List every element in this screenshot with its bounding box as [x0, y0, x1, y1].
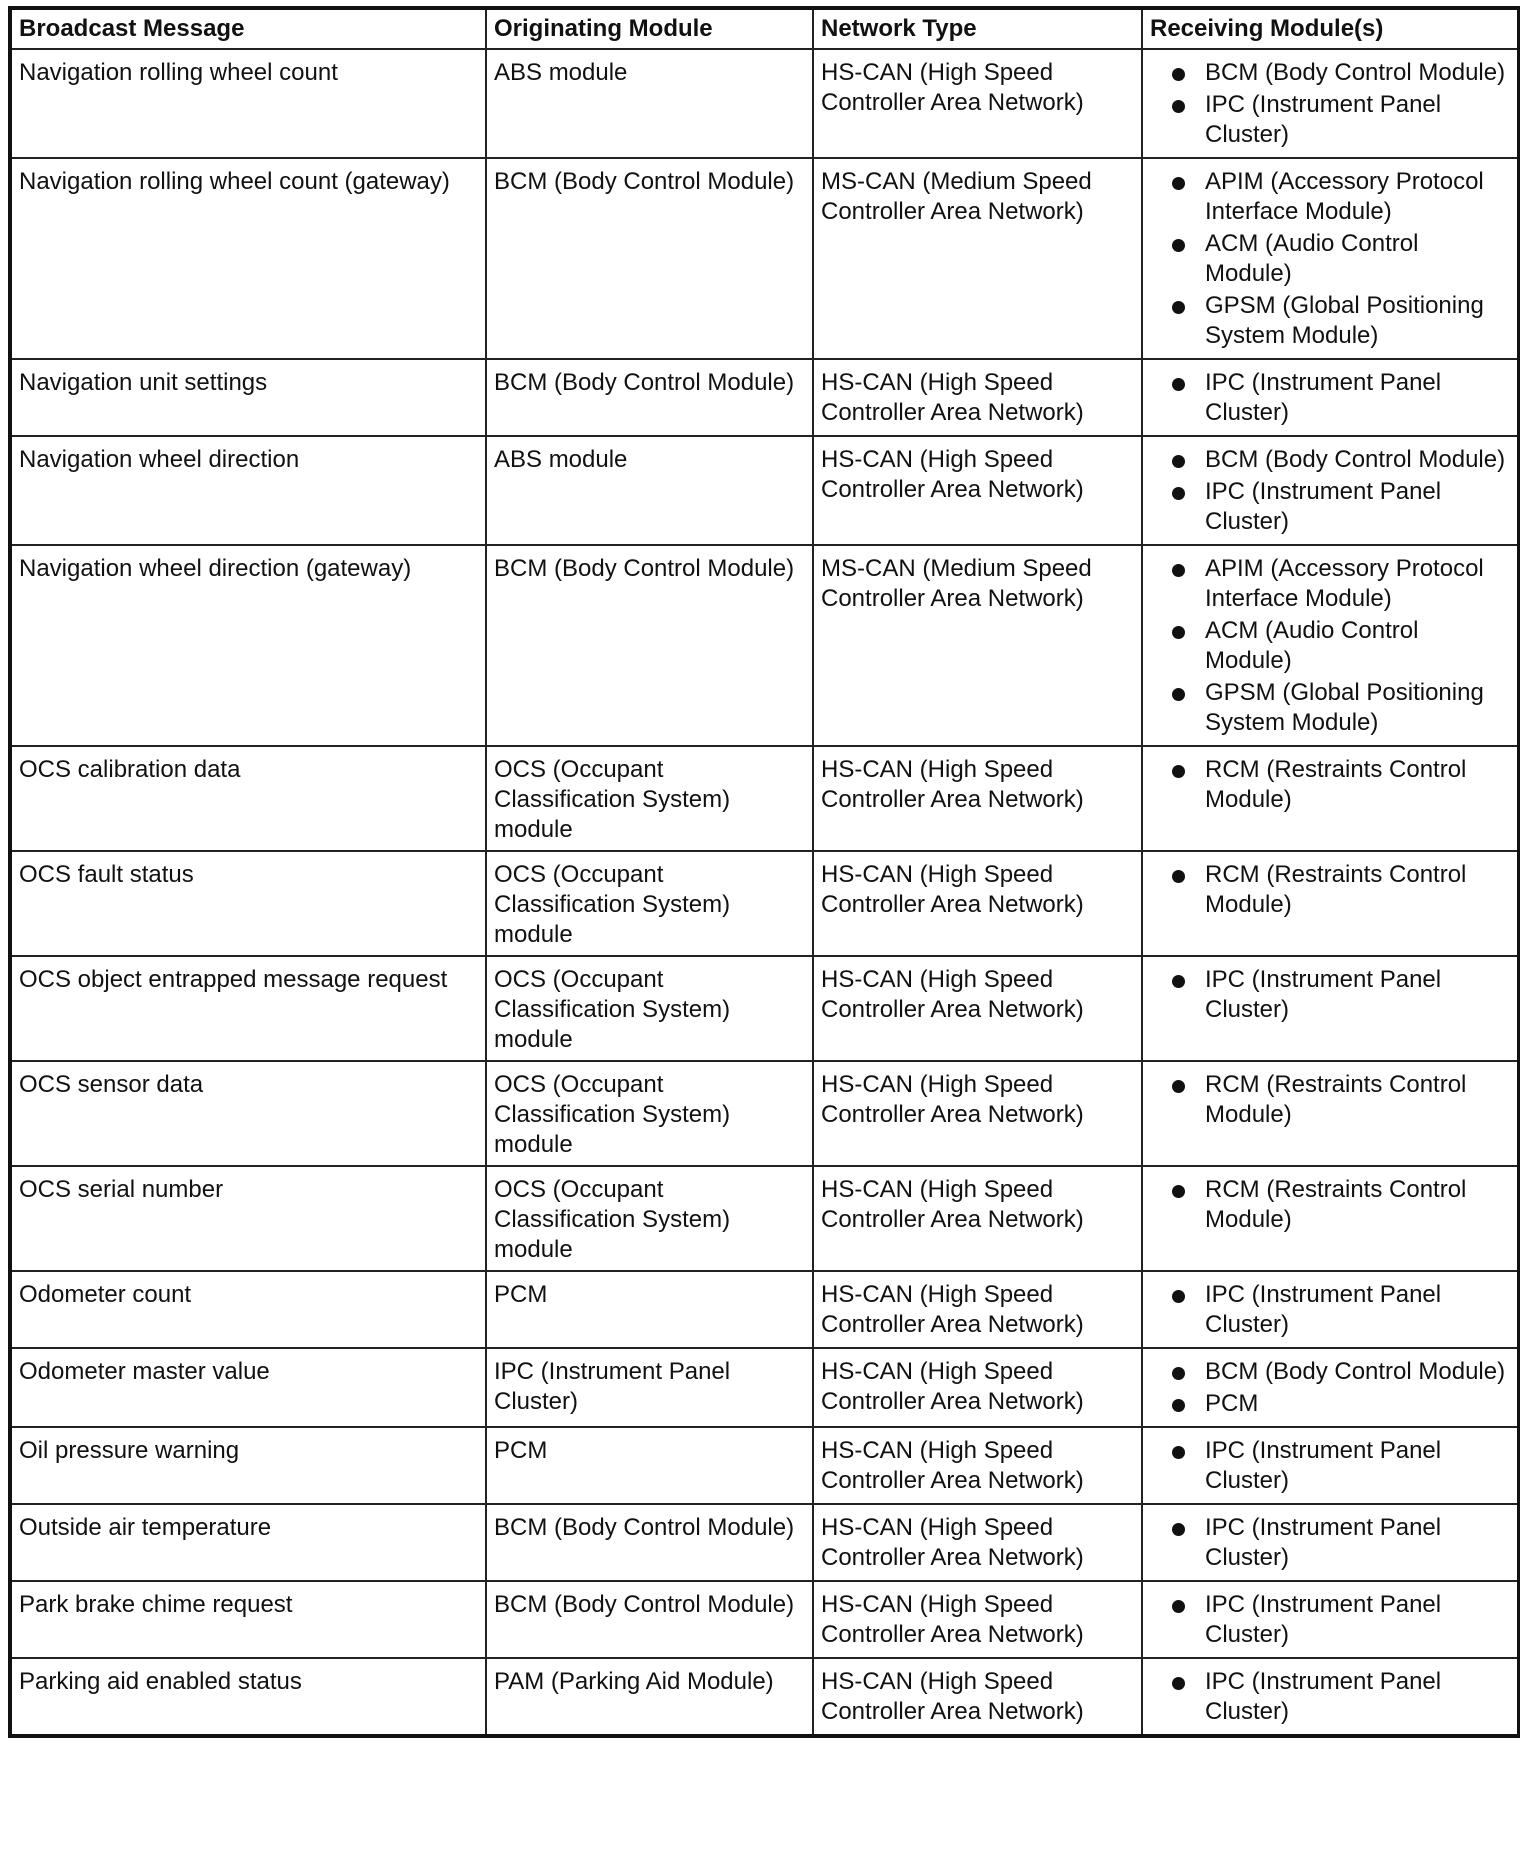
bullet-icon: [1172, 1399, 1185, 1412]
cell-receiving-modules: [1142, 1166, 1519, 1271]
cell-broadcast-message: Oil pressure warning: [10, 1427, 486, 1504]
receiving-module-label: BCM (Body Control Module): [1205, 59, 1506, 86]
cell-broadcast-message: OCS calibration data: [10, 746, 486, 851]
bullet-icon: [1172, 1600, 1185, 1613]
bullet-icon: [1172, 177, 1185, 190]
cell-broadcast-message: Odometer master value: [10, 1348, 486, 1427]
receiving-module-list: [1150, 58, 1510, 150]
cell-broadcast-message: Outside air temperature: [10, 1504, 486, 1581]
cell-network-type: HS-CAN (High Speed Controller Area Network): [813, 1581, 1142, 1658]
table-row: [10, 1166, 1519, 1271]
bullet-icon: [1172, 1080, 1185, 1093]
receiving-module-label: GPSM (Global Positioning System Module): [1205, 679, 1484, 736]
table-header: [10, 8, 1519, 49]
receiving-module-item: [1150, 1513, 1510, 1573]
cell-broadcast-message: Navigation rolling wheel count (gateway): [10, 158, 486, 359]
cell-receiving-modules: [1142, 956, 1519, 1061]
receiving-module-list: [1150, 1280, 1510, 1340]
cell-network-type: HS-CAN (High Speed Controller Area Network): [813, 1348, 1142, 1427]
bullet-icon: [1172, 1677, 1185, 1690]
cell-originating-module: OCS (Occupant Classification System) module: [486, 1166, 813, 1271]
receiving-module-item: [1150, 368, 1510, 428]
cell-receiving-modules: [1142, 49, 1519, 158]
cell-originating-module: PCM: [486, 1271, 813, 1348]
receiving-module-label: IPC (Instrument Panel Cluster): [1205, 1591, 1442, 1648]
receiving-module-list: [1150, 368, 1510, 428]
cell-network-type: HS-CAN (High Speed Controller Area Network): [813, 956, 1142, 1061]
cell-originating-module: OCS (Occupant Classification System) module: [486, 1061, 813, 1166]
cell-originating-module: OCS (Occupant Classification System) module: [486, 956, 813, 1061]
cell-receiving-modules: [1142, 746, 1519, 851]
cell-originating-module: PAM (Parking Aid Module): [486, 1658, 813, 1736]
table-row: [10, 746, 1519, 851]
receiving-module-item: [1150, 58, 1510, 88]
bullet-icon: [1172, 975, 1185, 988]
cell-broadcast-message: OCS fault status: [10, 851, 486, 956]
cell-receiving-modules: [1142, 1348, 1519, 1427]
cell-network-type: HS-CAN (High Speed Controller Area Network): [813, 1166, 1142, 1271]
cell-broadcast-message: Odometer count: [10, 1271, 486, 1348]
receiving-module-list: [1150, 167, 1510, 351]
receiving-module-list: [1150, 1436, 1510, 1496]
cell-broadcast-message: Navigation unit settings: [10, 359, 486, 436]
receiving-module-item: [1150, 1357, 1510, 1387]
receiving-module-list: [1150, 1667, 1510, 1727]
cell-originating-module: PCM: [486, 1427, 813, 1504]
receiving-module-label: IPC (Instrument Panel Cluster): [1205, 1281, 1442, 1338]
cell-originating-module: BCM (Body Control Module): [486, 359, 813, 436]
cell-receiving-modules: [1142, 1271, 1519, 1348]
cell-network-type: HS-CAN (High Speed Controller Area Network): [813, 851, 1142, 956]
receiving-module-list: [1150, 554, 1510, 738]
bullet-icon: [1172, 870, 1185, 883]
cell-receiving-modules: [1142, 436, 1519, 545]
cell-receiving-modules: [1142, 158, 1519, 359]
table-row: [10, 1061, 1519, 1166]
receiving-module-item: [1150, 1070, 1510, 1130]
document-page: [8, 6, 1517, 1738]
receiving-module-label: RCM (Restraints Control Module): [1205, 1071, 1467, 1128]
header-network-type: Network Type: [813, 8, 1142, 49]
table-row: [10, 851, 1519, 956]
receiving-module-list: [1150, 1070, 1510, 1130]
receiving-module-item: [1150, 1667, 1510, 1727]
cell-originating-module: ABS module: [486, 49, 813, 158]
receiving-module-label: ACM (Audio Control Module): [1205, 230, 1419, 287]
table-row: [10, 158, 1519, 359]
header-originating-module: Originating Module: [486, 8, 813, 49]
cell-receiving-modules: [1142, 1427, 1519, 1504]
cell-originating-module: OCS (Occupant Classification System) module: [486, 746, 813, 851]
receiving-module-item: [1150, 616, 1510, 676]
bullet-icon: [1172, 1185, 1185, 1198]
cell-network-type: MS-CAN (Medium Speed Controller Area Network): [813, 545, 1142, 746]
receiving-module-list: [1150, 1590, 1510, 1650]
cell-originating-module: OCS (Occupant Classification System) module: [486, 851, 813, 956]
receiving-module-item: [1150, 554, 1510, 614]
receiving-module-item: [1150, 755, 1510, 815]
cell-broadcast-message: Parking aid enabled status: [10, 1658, 486, 1736]
receiving-module-label: RCM (Restraints Control Module): [1205, 1176, 1467, 1233]
cell-network-type: HS-CAN (High Speed Controller Area Network): [813, 49, 1142, 158]
receiving-module-item: [1150, 477, 1510, 537]
receiving-module-list: [1150, 965, 1510, 1025]
cell-originating-module: ABS module: [486, 436, 813, 545]
cell-receiving-modules: [1142, 1504, 1519, 1581]
table-row: [10, 359, 1519, 436]
cell-originating-module: BCM (Body Control Module): [486, 545, 813, 746]
receiving-module-list: [1150, 755, 1510, 815]
cell-broadcast-message: Navigation wheel direction (gateway): [10, 545, 486, 746]
receiving-module-item: [1150, 167, 1510, 227]
table-row: [10, 545, 1519, 746]
receiving-module-label: IPC (Instrument Panel Cluster): [1205, 966, 1442, 1023]
receiving-module-label: APIM (Accessory Protocol Interface Module): [1205, 168, 1484, 225]
cell-network-type: HS-CAN (High Speed Controller Area Network): [813, 1504, 1142, 1581]
cell-network-type: HS-CAN (High Speed Controller Area Network): [813, 359, 1142, 436]
receiving-module-label: IPC (Instrument Panel Cluster): [1205, 91, 1442, 148]
receiving-module-item: [1150, 445, 1510, 475]
receiving-module-label: BCM (Body Control Module): [1205, 1358, 1506, 1385]
cell-receiving-modules: [1142, 851, 1519, 956]
bullet-icon: [1172, 564, 1185, 577]
receiving-module-label: IPC (Instrument Panel Cluster): [1205, 369, 1442, 426]
cell-originating-module: BCM (Body Control Module): [486, 158, 813, 359]
cell-network-type: HS-CAN (High Speed Controller Area Network): [813, 1658, 1142, 1736]
receiving-module-item: [1150, 229, 1510, 289]
cell-receiving-modules: [1142, 1061, 1519, 1166]
receiving-module-item: [1150, 1389, 1510, 1419]
header-row: [10, 8, 1519, 49]
receiving-module-list: [1150, 860, 1510, 920]
table-row: [10, 1581, 1519, 1658]
receiving-module-item: [1150, 1590, 1510, 1650]
receiving-module-item: [1150, 291, 1510, 351]
receiving-module-item: [1150, 1436, 1510, 1496]
cell-broadcast-message: Navigation wheel direction: [10, 436, 486, 545]
table-body: [10, 49, 1519, 1736]
cell-network-type: HS-CAN (High Speed Controller Area Network): [813, 746, 1142, 851]
header-broadcast-message: Broadcast Message: [10, 8, 486, 49]
cell-originating-module: IPC (Instrument Panel Cluster): [486, 1348, 813, 1427]
bullet-icon: [1172, 1367, 1185, 1380]
bullet-icon: [1172, 1290, 1185, 1303]
receiving-module-label: BCM (Body Control Module): [1205, 446, 1506, 473]
header-receiving-modules: Receiving Module(s): [1142, 8, 1519, 49]
receiving-module-item: [1150, 1175, 1510, 1235]
bullet-icon: [1172, 239, 1185, 252]
table-row: [10, 1348, 1519, 1427]
table-row: [10, 436, 1519, 545]
receiving-module-label: PCM: [1205, 1390, 1259, 1417]
table-row: [10, 49, 1519, 158]
receiving-module-list: [1150, 1513, 1510, 1573]
receiving-module-label: IPC (Instrument Panel Cluster): [1205, 1437, 1442, 1494]
cell-broadcast-message: Park brake chime request: [10, 1581, 486, 1658]
receiving-module-item: [1150, 965, 1510, 1025]
receiving-module-label: APIM (Accessory Protocol Interface Module): [1205, 555, 1484, 612]
receiving-module-list: [1150, 1357, 1510, 1419]
cell-receiving-modules: [1142, 1658, 1519, 1736]
receiving-module-item: [1150, 90, 1510, 150]
table-row: [10, 1427, 1519, 1504]
table-row: [10, 1271, 1519, 1348]
cell-broadcast-message: OCS sensor data: [10, 1061, 486, 1166]
cell-network-type: MS-CAN (Medium Speed Controller Area Network): [813, 158, 1142, 359]
bullet-icon: [1172, 301, 1185, 314]
cell-network-type: HS-CAN (High Speed Controller Area Network): [813, 1427, 1142, 1504]
cell-network-type: HS-CAN (High Speed Controller Area Network): [813, 1061, 1142, 1166]
bullet-icon: [1172, 626, 1185, 639]
receiving-module-label: IPC (Instrument Panel Cluster): [1205, 478, 1442, 535]
bullet-icon: [1172, 765, 1185, 778]
bullet-icon: [1172, 487, 1185, 500]
receiving-module-item: [1150, 678, 1510, 738]
bullet-icon: [1172, 1446, 1185, 1459]
bullet-icon: [1172, 378, 1185, 391]
receiving-module-item: [1150, 1280, 1510, 1340]
bullet-icon: [1172, 455, 1185, 468]
receiving-module-label: RCM (Restraints Control Module): [1205, 861, 1467, 918]
bullet-icon: [1172, 1523, 1185, 1536]
cell-originating-module: BCM (Body Control Module): [486, 1581, 813, 1658]
cell-originating-module: BCM (Body Control Module): [486, 1504, 813, 1581]
bullet-icon: [1172, 100, 1185, 113]
table-row: [10, 1504, 1519, 1581]
receiving-module-label: ACM (Audio Control Module): [1205, 617, 1419, 674]
receiving-module-label: RCM (Restraints Control Module): [1205, 756, 1467, 813]
bullet-icon: [1172, 688, 1185, 701]
broadcast-message-table: [8, 6, 1520, 1738]
cell-network-type: HS-CAN (High Speed Controller Area Network): [813, 1271, 1142, 1348]
receiving-module-item: [1150, 860, 1510, 920]
cell-network-type: HS-CAN (High Speed Controller Area Network): [813, 436, 1142, 545]
cell-receiving-modules: [1142, 545, 1519, 746]
cell-receiving-modules: [1142, 1581, 1519, 1658]
cell-receiving-modules: [1142, 359, 1519, 436]
cell-broadcast-message: Navigation rolling wheel count: [10, 49, 486, 158]
receiving-module-list: [1150, 1175, 1510, 1235]
table-row: [10, 956, 1519, 1061]
receiving-module-label: GPSM (Global Positioning System Module): [1205, 292, 1484, 349]
table-row: [10, 1658, 1519, 1736]
receiving-module-label: IPC (Instrument Panel Cluster): [1205, 1668, 1442, 1725]
receiving-module-list: [1150, 445, 1510, 537]
bullet-icon: [1172, 68, 1185, 81]
cell-broadcast-message: OCS object entrapped message request: [10, 956, 486, 1061]
receiving-module-label: IPC (Instrument Panel Cluster): [1205, 1514, 1442, 1571]
cell-broadcast-message: OCS serial number: [10, 1166, 486, 1271]
